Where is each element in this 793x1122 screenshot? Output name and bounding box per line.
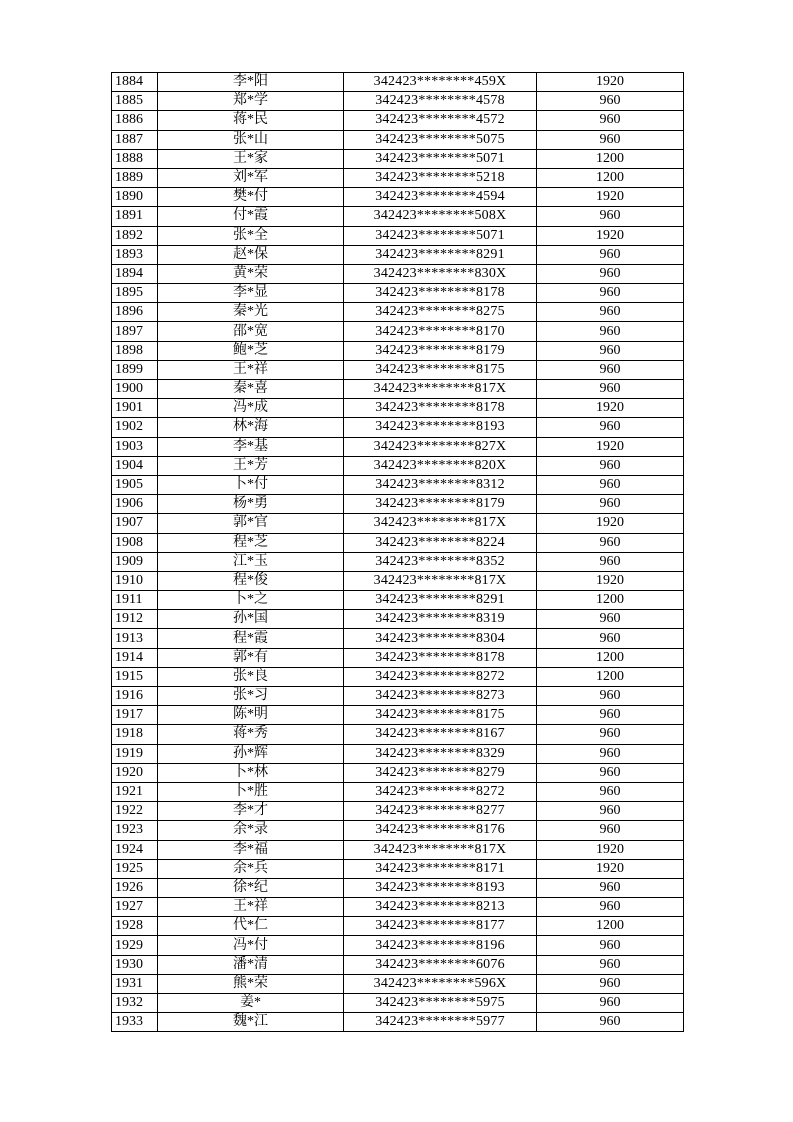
- table-row: [112, 264, 684, 283]
- id-number-cell: 342423********8277: [344, 802, 537, 821]
- table-row: [112, 418, 684, 437]
- table-row: [112, 111, 684, 130]
- name-cell: 李*显: [158, 284, 344, 303]
- amount-cell: 960: [537, 341, 684, 360]
- amount-cell: 1200: [537, 168, 684, 187]
- id-number-cell: 342423********8272: [344, 782, 537, 801]
- row-number-cell: 1931: [112, 974, 158, 993]
- row-number-cell: 1932: [112, 994, 158, 1013]
- name-cell: 代*仁: [158, 917, 344, 936]
- table-row: [112, 437, 684, 456]
- amount-cell: 960: [537, 974, 684, 993]
- table-row: [112, 245, 684, 264]
- row-number-cell: 1899: [112, 360, 158, 379]
- amount-cell: 960: [537, 284, 684, 303]
- name-cell: 孙*辉: [158, 744, 344, 763]
- name-cell: 余*录: [158, 821, 344, 840]
- data-sheet: [111, 72, 684, 1032]
- amount-cell: 960: [537, 380, 684, 399]
- table-row: [112, 475, 684, 494]
- amount-cell: 960: [537, 821, 684, 840]
- name-cell: 鲍*芝: [158, 341, 344, 360]
- name-cell: 熊*荣: [158, 974, 344, 993]
- id-number-cell: 342423********8177: [344, 917, 537, 936]
- table-row: [112, 687, 684, 706]
- table-row: [112, 974, 684, 993]
- amount-cell: 960: [537, 610, 684, 629]
- name-cell: 王*祥: [158, 360, 344, 379]
- name-cell: 卜*之: [158, 591, 344, 610]
- amount-cell: 960: [537, 1013, 684, 1032]
- name-cell: 秦*光: [158, 303, 344, 322]
- name-cell: 刘*军: [158, 168, 344, 187]
- amount-cell: 960: [537, 207, 684, 226]
- amount-cell: 960: [537, 322, 684, 341]
- amount-cell: 1200: [537, 917, 684, 936]
- table-row: [112, 380, 684, 399]
- id-number-cell: 342423********5977: [344, 1013, 537, 1032]
- amount-cell: 1200: [537, 149, 684, 168]
- id-number-cell: 342423********4578: [344, 92, 537, 111]
- amount-cell: 960: [537, 456, 684, 475]
- name-cell: 黄*荣: [158, 264, 344, 283]
- id-number-cell: 342423********817X: [344, 514, 537, 533]
- table-row: [112, 629, 684, 648]
- amount-cell: 960: [537, 994, 684, 1013]
- id-number-cell: 342423********8224: [344, 533, 537, 552]
- amount-cell: 960: [537, 878, 684, 897]
- id-number-cell: 342423********8170: [344, 322, 537, 341]
- row-number-cell: 1889: [112, 168, 158, 187]
- id-number-cell: 342423********8272: [344, 667, 537, 686]
- id-number-cell: 342423********5071: [344, 226, 537, 245]
- row-number-cell: 1903: [112, 437, 158, 456]
- amount-cell: 960: [537, 725, 684, 744]
- id-number-cell: 342423********8178: [344, 399, 537, 418]
- table-row: [112, 456, 684, 475]
- row-number-cell: 1909: [112, 552, 158, 571]
- row-number-cell: 1886: [112, 111, 158, 130]
- amount-cell: 960: [537, 360, 684, 379]
- row-number-cell: 1924: [112, 840, 158, 859]
- amount-cell: 1920: [537, 226, 684, 245]
- amount-cell: 1200: [537, 591, 684, 610]
- row-number-cell: 1922: [112, 802, 158, 821]
- amount-cell: 960: [537, 744, 684, 763]
- id-number-cell: 342423********820X: [344, 456, 537, 475]
- amount-cell: 1920: [537, 840, 684, 859]
- table-row: [112, 782, 684, 801]
- table-row: [112, 1013, 684, 1032]
- table-row: [112, 130, 684, 149]
- amount-cell: 1920: [537, 73, 684, 92]
- row-number-cell: 1910: [112, 571, 158, 590]
- amount-cell: 960: [537, 763, 684, 782]
- id-number-cell: 342423********8167: [344, 725, 537, 744]
- name-cell: 王*祥: [158, 898, 344, 917]
- amount-cell: 960: [537, 475, 684, 494]
- name-cell: 魏*江: [158, 1013, 344, 1032]
- table-row: [112, 648, 684, 667]
- amount-cell: 1920: [537, 514, 684, 533]
- amount-cell: 960: [537, 92, 684, 111]
- id-number-cell: 342423********508X: [344, 207, 537, 226]
- row-number-cell: 1888: [112, 149, 158, 168]
- id-number-cell: 342423********8273: [344, 687, 537, 706]
- amount-cell: 960: [537, 533, 684, 552]
- table-row: [112, 226, 684, 245]
- id-number-cell: 342423********8304: [344, 629, 537, 648]
- amount-cell: 960: [537, 130, 684, 149]
- amount-cell: 1920: [537, 859, 684, 878]
- amount-cell: 1200: [537, 648, 684, 667]
- row-number-cell: 1911: [112, 591, 158, 610]
- name-cell: 卜*林: [158, 763, 344, 782]
- table-row: [112, 322, 684, 341]
- amount-cell: 960: [537, 495, 684, 514]
- table-row: [112, 821, 684, 840]
- row-number-cell: 1926: [112, 878, 158, 897]
- id-number-cell: 342423********8312: [344, 475, 537, 494]
- amount-cell: 1920: [537, 188, 684, 207]
- table-row: [112, 495, 684, 514]
- row-number-cell: 1916: [112, 687, 158, 706]
- id-number-cell: 342423********8178: [344, 648, 537, 667]
- table-row: [112, 360, 684, 379]
- id-number-cell: 342423********4572: [344, 111, 537, 130]
- table-row: [112, 73, 684, 92]
- table-row: [112, 994, 684, 1013]
- name-cell: 李*阳: [158, 73, 344, 92]
- row-number-cell: 1918: [112, 725, 158, 744]
- name-cell: 卜*付: [158, 475, 344, 494]
- row-number-cell: 1898: [112, 341, 158, 360]
- id-number-cell: 342423********8193: [344, 418, 537, 437]
- id-number-cell: 342423********8175: [344, 360, 537, 379]
- name-cell: 蒋*民: [158, 111, 344, 130]
- row-number-cell: 1923: [112, 821, 158, 840]
- name-cell: 姜*: [158, 994, 344, 1013]
- id-number-cell: 342423********5975: [344, 994, 537, 1013]
- row-number-cell: 1894: [112, 264, 158, 283]
- amount-cell: 960: [537, 898, 684, 917]
- row-number-cell: 1917: [112, 706, 158, 725]
- table-row: [112, 878, 684, 897]
- id-number-cell: 342423********8291: [344, 591, 537, 610]
- row-number-cell: 1915: [112, 667, 158, 686]
- table-row: [112, 725, 684, 744]
- row-number-cell: 1892: [112, 226, 158, 245]
- name-cell: 孙*国: [158, 610, 344, 629]
- name-cell: 王*家: [158, 149, 344, 168]
- row-number-cell: 1884: [112, 73, 158, 92]
- row-number-cell: 1925: [112, 859, 158, 878]
- table-row: [112, 168, 684, 187]
- table-row: [112, 284, 684, 303]
- row-number-cell: 1893: [112, 245, 158, 264]
- id-number-cell: 342423********6076: [344, 955, 537, 974]
- row-number-cell: 1900: [112, 380, 158, 399]
- name-cell: 杨*勇: [158, 495, 344, 514]
- name-cell: 张*良: [158, 667, 344, 686]
- name-cell: 张*山: [158, 130, 344, 149]
- table-row: [112, 591, 684, 610]
- id-number-cell: 342423********8275: [344, 303, 537, 322]
- id-number-cell: 342423********8179: [344, 495, 537, 514]
- name-cell: 陈*明: [158, 706, 344, 725]
- table-row: [112, 303, 684, 322]
- table-row: [112, 744, 684, 763]
- id-number-cell: 342423********596X: [344, 974, 537, 993]
- name-cell: 王*芳: [158, 456, 344, 475]
- amount-cell: 960: [537, 706, 684, 725]
- id-number-cell: 342423********817X: [344, 571, 537, 590]
- amount-cell: 960: [537, 936, 684, 955]
- table-row: [112, 610, 684, 629]
- row-number-cell: 1928: [112, 917, 158, 936]
- id-number-cell: 342423********5071: [344, 149, 537, 168]
- row-number-cell: 1901: [112, 399, 158, 418]
- amount-cell: 960: [537, 802, 684, 821]
- table-row: [112, 917, 684, 936]
- row-number-cell: 1933: [112, 1013, 158, 1032]
- row-number-cell: 1914: [112, 648, 158, 667]
- name-cell: 程*芝: [158, 533, 344, 552]
- name-cell: 付*霞: [158, 207, 344, 226]
- id-number-cell: 342423********5075: [344, 130, 537, 149]
- amount-cell: 960: [537, 955, 684, 974]
- id-number-cell: 342423********5218: [344, 168, 537, 187]
- table-row: [112, 188, 684, 207]
- amount-cell: 1920: [537, 571, 684, 590]
- id-number-cell: 342423********817X: [344, 840, 537, 859]
- table-row: [112, 898, 684, 917]
- row-number-cell: 1907: [112, 514, 158, 533]
- id-number-cell: 342423********4594: [344, 188, 537, 207]
- row-number-cell: 1885: [112, 92, 158, 111]
- table-row: [112, 514, 684, 533]
- id-number-cell: 342423********8179: [344, 341, 537, 360]
- amount-cell: 960: [537, 418, 684, 437]
- row-number-cell: 1919: [112, 744, 158, 763]
- id-number-cell: 342423********8291: [344, 245, 537, 264]
- name-cell: 李*基: [158, 437, 344, 456]
- table-row: [112, 341, 684, 360]
- table-row: [112, 667, 684, 686]
- row-number-cell: 1920: [112, 763, 158, 782]
- amount-cell: 960: [537, 629, 684, 648]
- id-number-cell: 342423********459X: [344, 73, 537, 92]
- name-cell: 张*全: [158, 226, 344, 245]
- amount-cell: 960: [537, 303, 684, 322]
- name-cell: 冯*付: [158, 936, 344, 955]
- name-cell: 赵*保: [158, 245, 344, 264]
- amount-cell: 960: [537, 782, 684, 801]
- name-cell: 卜*胜: [158, 782, 344, 801]
- name-cell: 程*俊: [158, 571, 344, 590]
- name-cell: 郭*有: [158, 648, 344, 667]
- name-cell: 潘*清: [158, 955, 344, 974]
- name-cell: 江*玉: [158, 552, 344, 571]
- amount-cell: 960: [537, 245, 684, 264]
- name-cell: 林*海: [158, 418, 344, 437]
- id-number-cell: 342423********8279: [344, 763, 537, 782]
- id-number-cell: 342423********8175: [344, 706, 537, 725]
- amount-cell: 1200: [537, 667, 684, 686]
- table-row: [112, 955, 684, 974]
- table-row: [112, 552, 684, 571]
- name-cell: 程*霞: [158, 629, 344, 648]
- table-row: [112, 763, 684, 782]
- name-cell: 樊*付: [158, 188, 344, 207]
- amount-cell: 1920: [537, 437, 684, 456]
- name-cell: 张*习: [158, 687, 344, 706]
- table-row: [112, 149, 684, 168]
- name-cell: 蒋*秀: [158, 725, 344, 744]
- table-row: [112, 207, 684, 226]
- id-number-cell: 342423********8213: [344, 898, 537, 917]
- row-number-cell: 1887: [112, 130, 158, 149]
- row-number-cell: 1927: [112, 898, 158, 917]
- table-row: [112, 840, 684, 859]
- amount-cell: 1920: [537, 399, 684, 418]
- records-table: [111, 72, 684, 1032]
- table-row: [112, 399, 684, 418]
- row-number-cell: 1902: [112, 418, 158, 437]
- table-row: [112, 571, 684, 590]
- row-number-cell: 1930: [112, 955, 158, 974]
- name-cell: 徐*纪: [158, 878, 344, 897]
- row-number-cell: 1906: [112, 495, 158, 514]
- id-number-cell: 342423********8319: [344, 610, 537, 629]
- row-number-cell: 1912: [112, 610, 158, 629]
- name-cell: 冯*成: [158, 399, 344, 418]
- id-number-cell: 342423********827X: [344, 437, 537, 456]
- row-number-cell: 1904: [112, 456, 158, 475]
- row-number-cell: 1908: [112, 533, 158, 552]
- row-number-cell: 1929: [112, 936, 158, 955]
- name-cell: 郭*官: [158, 514, 344, 533]
- amount-cell: 960: [537, 552, 684, 571]
- name-cell: 李*福: [158, 840, 344, 859]
- name-cell: 余*兵: [158, 859, 344, 878]
- id-number-cell: 342423********8193: [344, 878, 537, 897]
- id-number-cell: 342423********8196: [344, 936, 537, 955]
- row-number-cell: 1921: [112, 782, 158, 801]
- id-number-cell: 342423********8176: [344, 821, 537, 840]
- table-row: [112, 92, 684, 111]
- row-number-cell: 1913: [112, 629, 158, 648]
- name-cell: 郑*学: [158, 92, 344, 111]
- records-table-body: [112, 73, 684, 1032]
- amount-cell: 960: [537, 264, 684, 283]
- name-cell: 秦*喜: [158, 380, 344, 399]
- id-number-cell: 342423********817X: [344, 380, 537, 399]
- id-number-cell: 342423********8178: [344, 284, 537, 303]
- table-row: [112, 533, 684, 552]
- name-cell: 李*才: [158, 802, 344, 821]
- table-row: [112, 936, 684, 955]
- row-number-cell: 1895: [112, 284, 158, 303]
- id-number-cell: 342423********8329: [344, 744, 537, 763]
- amount-cell: 960: [537, 111, 684, 130]
- row-number-cell: 1897: [112, 322, 158, 341]
- id-number-cell: 342423********8352: [344, 552, 537, 571]
- amount-cell: 960: [537, 687, 684, 706]
- id-number-cell: 342423********8171: [344, 859, 537, 878]
- name-cell: 邵*宽: [158, 322, 344, 341]
- row-number-cell: 1905: [112, 475, 158, 494]
- id-number-cell: 342423********830X: [344, 264, 537, 283]
- row-number-cell: 1890: [112, 188, 158, 207]
- table-row: [112, 802, 684, 821]
- table-row: [112, 706, 684, 725]
- table-row: [112, 859, 684, 878]
- row-number-cell: 1891: [112, 207, 158, 226]
- row-number-cell: 1896: [112, 303, 158, 322]
